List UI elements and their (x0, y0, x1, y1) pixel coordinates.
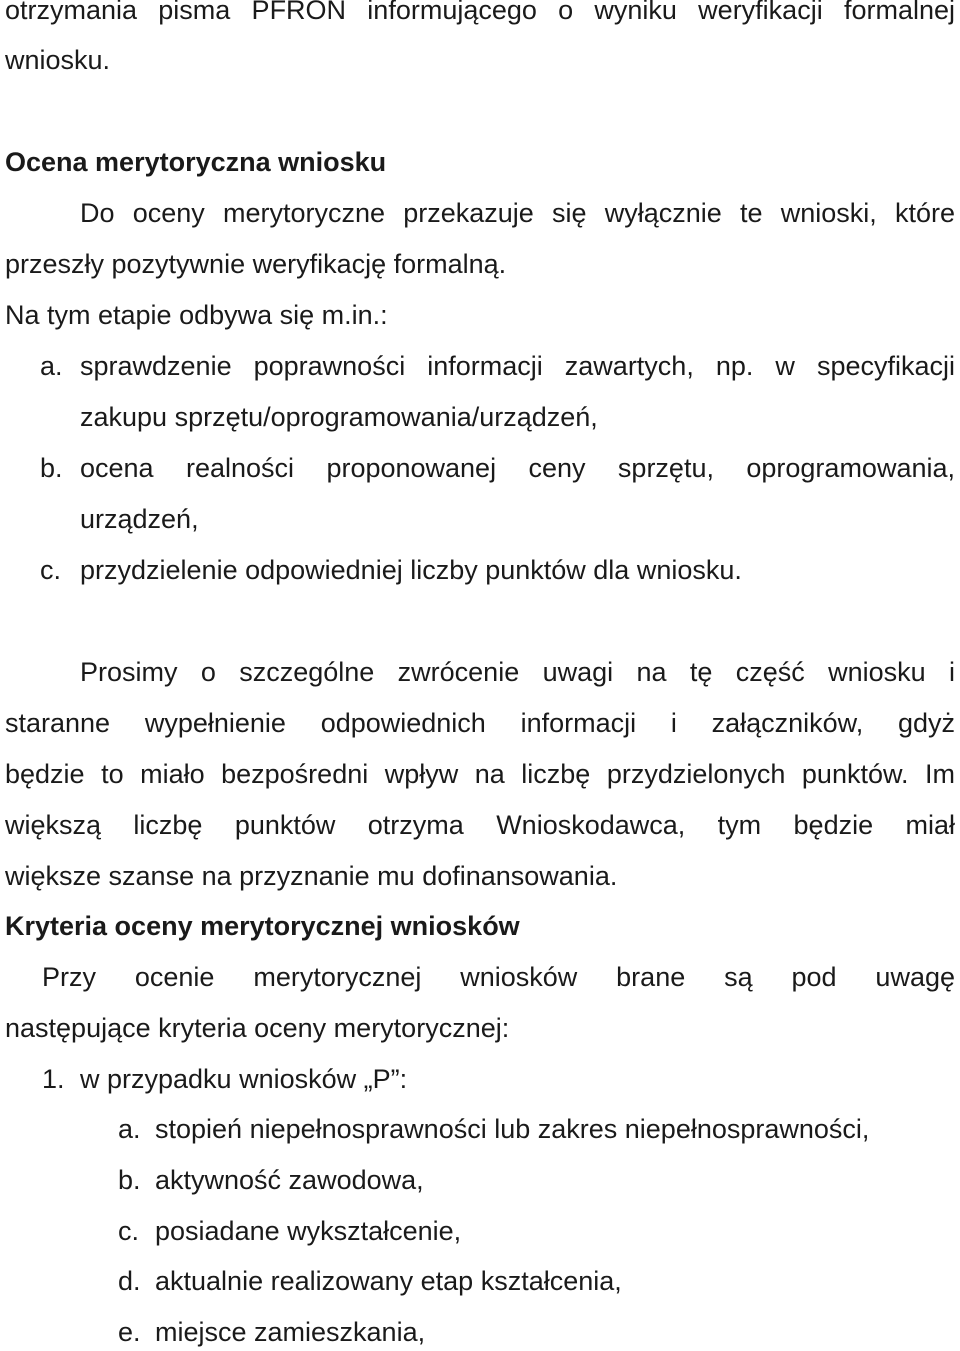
notice-line-5: większe szanse na przyznanie mu dofinansowania. (5, 861, 618, 891)
notice-line-1: Prosimy o szczególne zwrócenie uwagi na tę część wniosku i (80, 657, 955, 687)
notice-line-3: będzie to miało bezpośredni wpływ na liczbę przydzielonych punktów. Im (5, 759, 955, 789)
list-marker: a. (40, 351, 63, 381)
numbered-item-label: w przypadku wniosków „P”: (80, 1064, 408, 1094)
criterion-text: posiadane wykształcenie, (155, 1216, 462, 1246)
list-item-text-line-1: przydzielenie odpowiedniej liczby punktów dla wniosku. (80, 555, 742, 585)
notice-line-4: większą liczbę punktów otrzyma Wnioskodawca, tym będzie miał (5, 810, 955, 840)
notice-line-2: staranne wypełnienie odpowiednich informacji i załączników, gdyż (5, 708, 955, 738)
list-marker: e. (118, 1317, 141, 1347)
list-marker: a. (118, 1114, 141, 1144)
section2-paragraph-line-2: następujące kryteria oceny merytorycznej: (5, 1013, 510, 1043)
list-item-text-line-2: zakupu sprzętu/oprogramowania/urządzeń, (80, 402, 598, 432)
intro-line-2: wniosku. (5, 45, 111, 75)
criterion-text: stopień niepełnosprawności lub zakres niepełnosprawności, (155, 1114, 870, 1144)
stage-intro-line: Na tym etapie odbywa się m.in.: (5, 300, 388, 330)
criterion-text: aktualnie realizowany etap kształcenia, (155, 1266, 622, 1296)
list-marker: d. (118, 1266, 141, 1296)
list-item-text-line-2: urządzeń, (80, 504, 199, 534)
section1-paragraph-line-1: Do oceny merytoryczne przekazuje się wyłącznie te wnioski, które (80, 198, 955, 228)
section-heading-criteria: Kryteria oceny merytorycznej wniosków (5, 911, 520, 941)
section2-paragraph-line-1: Przy ocenie merytorycznej wniosków brane są pod uwagę (42, 962, 955, 992)
list-item-text-line-1: ocena realności proponowanej ceny sprzętu, oprogramowania, (80, 453, 955, 483)
section-heading-merit: Ocena merytoryczna wniosku (5, 147, 387, 177)
list-marker: c. (40, 555, 62, 585)
list-marker: c. (118, 1216, 140, 1246)
section1-paragraph-line-2: przeszły pozytywnie weryfikację formalną. (5, 249, 507, 279)
numbered-marker: 1. (42, 1064, 65, 1094)
list-marker: b. (118, 1165, 141, 1195)
list-item-text-line-1: sprawdzenie poprawności informacji zawartych, np. w specyfikacji (80, 351, 955, 381)
criterion-text: miejsce zamieszkania, (155, 1317, 426, 1347)
intro-line-1: otrzymania pisma PFRON informującego o wyniku weryfikacji formalnej (5, 0, 955, 25)
list-marker: b. (40, 453, 63, 483)
criterion-text: aktywność zawodowa, (155, 1165, 424, 1195)
